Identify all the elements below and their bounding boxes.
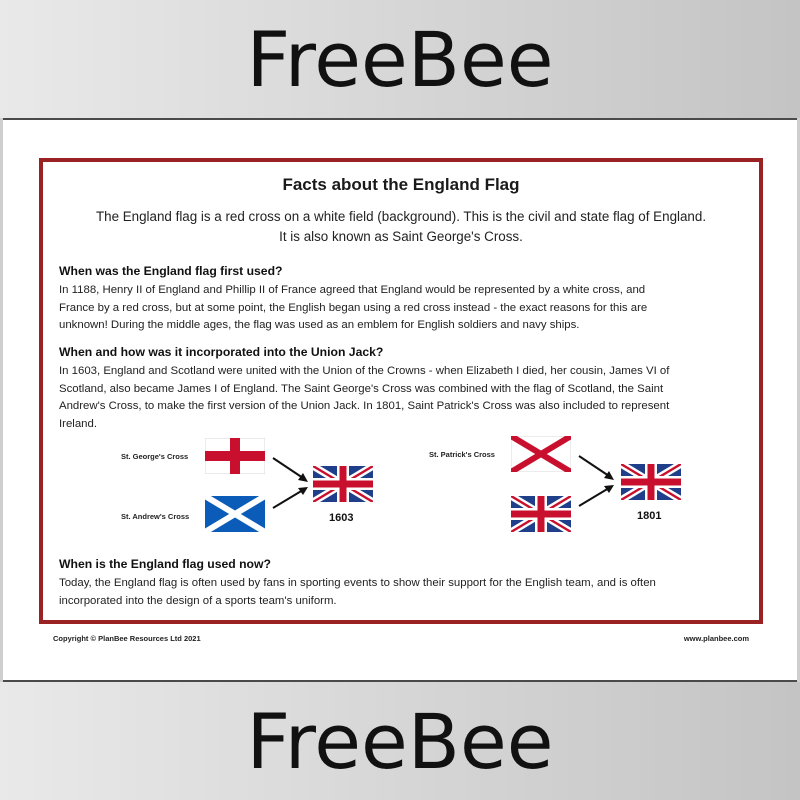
intro-line: It is also known as Saint George's Cross. [279, 229, 523, 244]
paragraph-line: France by a red cross, but at some point, the English began using a red cross instead - the exact reasons for this are [59, 301, 648, 314]
paragraph-line: Ireland. [59, 417, 97, 430]
st-patrick-label: St. Patrick's Cross [429, 450, 495, 459]
banner-title-top: FreeBee [246, 14, 554, 104]
st-andrew-label: St. Andrew's Cross [121, 512, 190, 521]
paragraph-line: Andrew's Cross, to make the first version of the Union Jack. In 1801, Saint Patrick's Cross was also included to represent [59, 400, 670, 413]
union-jack-1801-flag-icon [621, 464, 681, 500]
st-andrew-cross-flag-icon [205, 496, 265, 532]
arrow-icon [577, 482, 617, 512]
year-1801-label: 1801 [637, 510, 662, 522]
section-paragraph [59, 575, 751, 610]
paragraph-line: Scotland, also became James I of England. The Saint George's Cross was combined with the flag of Scotland, the Saint [59, 382, 664, 395]
arrow-icon [271, 484, 311, 514]
paragraph-line: Today, the England flag is often used by fans in sporting events to show their support for the English team, and is often [59, 577, 656, 589]
worksheet [3, 118, 797, 682]
union-jack-1603-small-flag-icon [511, 496, 571, 532]
page-title: Facts about the England Flag [282, 175, 520, 194]
arrow-icon [577, 454, 617, 484]
section-paragraph [59, 363, 751, 433]
section-heading: When was the England flag first used? [59, 264, 283, 278]
section-heading: When is the England flag used now? [59, 557, 271, 571]
intro-line: The England flag is a red cross on a white field (background). This is the civil and state flag of England. [95, 209, 707, 224]
paragraph-line: In 1188, Henry II of England and Phillip II of France agreed that England would be represented by a white cross, and [59, 284, 646, 296]
year-1603-label: 1603 [329, 512, 354, 524]
arrow-icon [271, 456, 311, 486]
union-jack-1603-flag-icon [313, 466, 373, 502]
intro-text [53, 207, 749, 247]
worksheet-frame [39, 158, 763, 624]
top-banner [0, 0, 800, 118]
section-paragraph [59, 282, 751, 335]
website-link[interactable]: www.planbee.com [683, 634, 749, 643]
paragraph-line: In 1603, England and Scotland were united with the Union of the Crowns - when Elizabeth I died, her cousin, James VI of [59, 365, 670, 377]
paragraph-line: incorporated into the design of a sports team's uniform. [59, 594, 337, 607]
st-george-cross-flag-icon [205, 438, 265, 474]
bottom-banner [0, 682, 800, 800]
section-heading: When and how was it incorporated into the Union Jack? [59, 345, 384, 359]
st-george-label: St. George's Cross [121, 452, 189, 461]
st-patrick-cross-flag-icon [511, 436, 571, 472]
banner-title-bottom: FreeBee [246, 696, 554, 786]
paragraph-line: unknown! During the middle ages, the flag was used as an emblem for English soldiers and navy ships. [59, 319, 580, 332]
copyright-text: Copyright © PlanBee Resources Ltd 2021 [53, 634, 201, 643]
